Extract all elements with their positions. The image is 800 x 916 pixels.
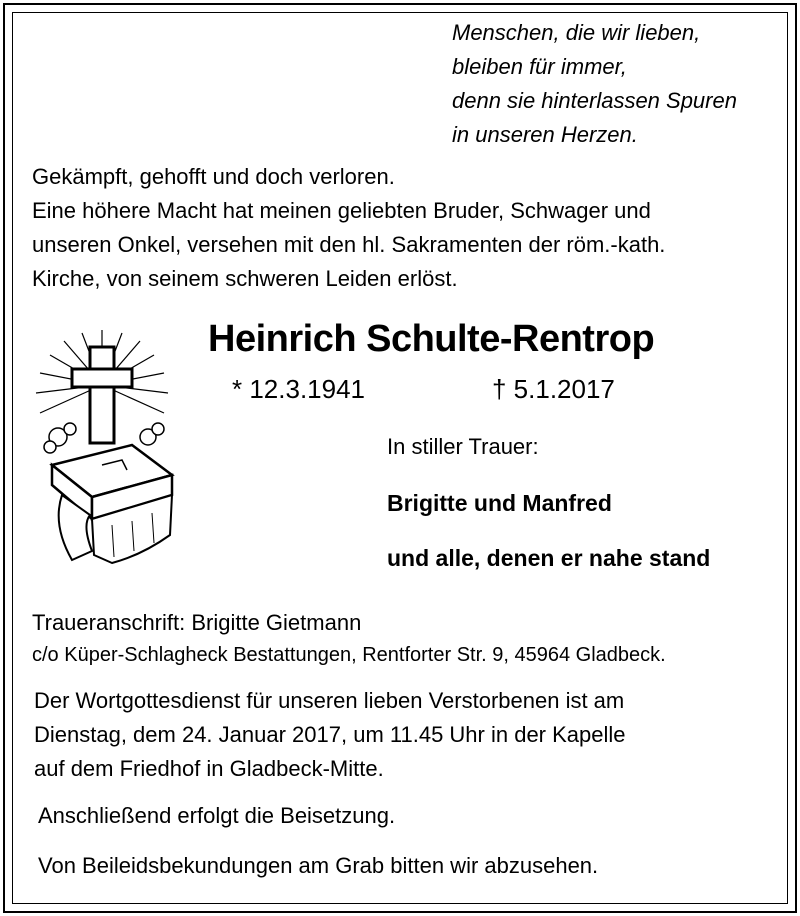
poem-line: denn sie hinterlassen Spuren — [452, 88, 737, 113]
condolence-notice: Von Beileidsbekundungen am Grab bitten wir abzusehen. — [38, 853, 599, 878]
funeral-home-address: c/o Küper-Schlagheck Bestattungen, Rentforter Str. 9, 45964 Gladbeck. — [32, 644, 666, 666]
intro-line: unseren Onkel, versehen mit den hl. Sakramenten der röm.-kath. — [32, 232, 666, 257]
intro-line: Eine höhere Macht hat meinen geliebten Bruder, Schwager und — [32, 198, 651, 223]
birth-date: * 12.3.1941 — [232, 374, 366, 404]
mourners-secondary: und alle, denen er nahe stand — [387, 545, 711, 571]
intro-line: Kirche, von seinem schweren Leiden erlöst. — [32, 266, 458, 291]
service-line: auf dem Friedhof in Gladbeck-Mitte. — [34, 756, 384, 781]
service-line: Dienstag, dem 24. Januar 2017, um 11.45 Uhr in der Kapelle — [34, 722, 626, 747]
intro-text — [32, 160, 665, 296]
poem-line: in unseren Herzen. — [452, 122, 638, 147]
poem — [452, 16, 737, 152]
mourning-address-line: Traueranschrift: Brigitte Gietmann — [32, 610, 362, 635]
burial-notice: Anschließend erfolgt die Beisetzung. — [38, 803, 396, 828]
poem-line: bleiben für immer, — [452, 54, 627, 79]
death-date: † 5.1.2017 — [492, 374, 615, 404]
deceased-name: Heinrich Schulte-Rentrop — [208, 318, 655, 360]
poem-line: Menschen, die wir lieben, — [452, 20, 701, 45]
cross-bible-flowers-icon — [22, 325, 182, 585]
intro-line: Gekämpft, gehofft und doch verloren. — [32, 164, 395, 189]
service-notice — [34, 684, 626, 786]
mourning-label: In stiller Trauer: — [387, 434, 539, 459]
mourners-primary: Brigitte und Manfred — [387, 490, 612, 516]
service-line: Der Wortgottesdienst für unseren lieben Verstorbenen ist am — [34, 688, 625, 713]
